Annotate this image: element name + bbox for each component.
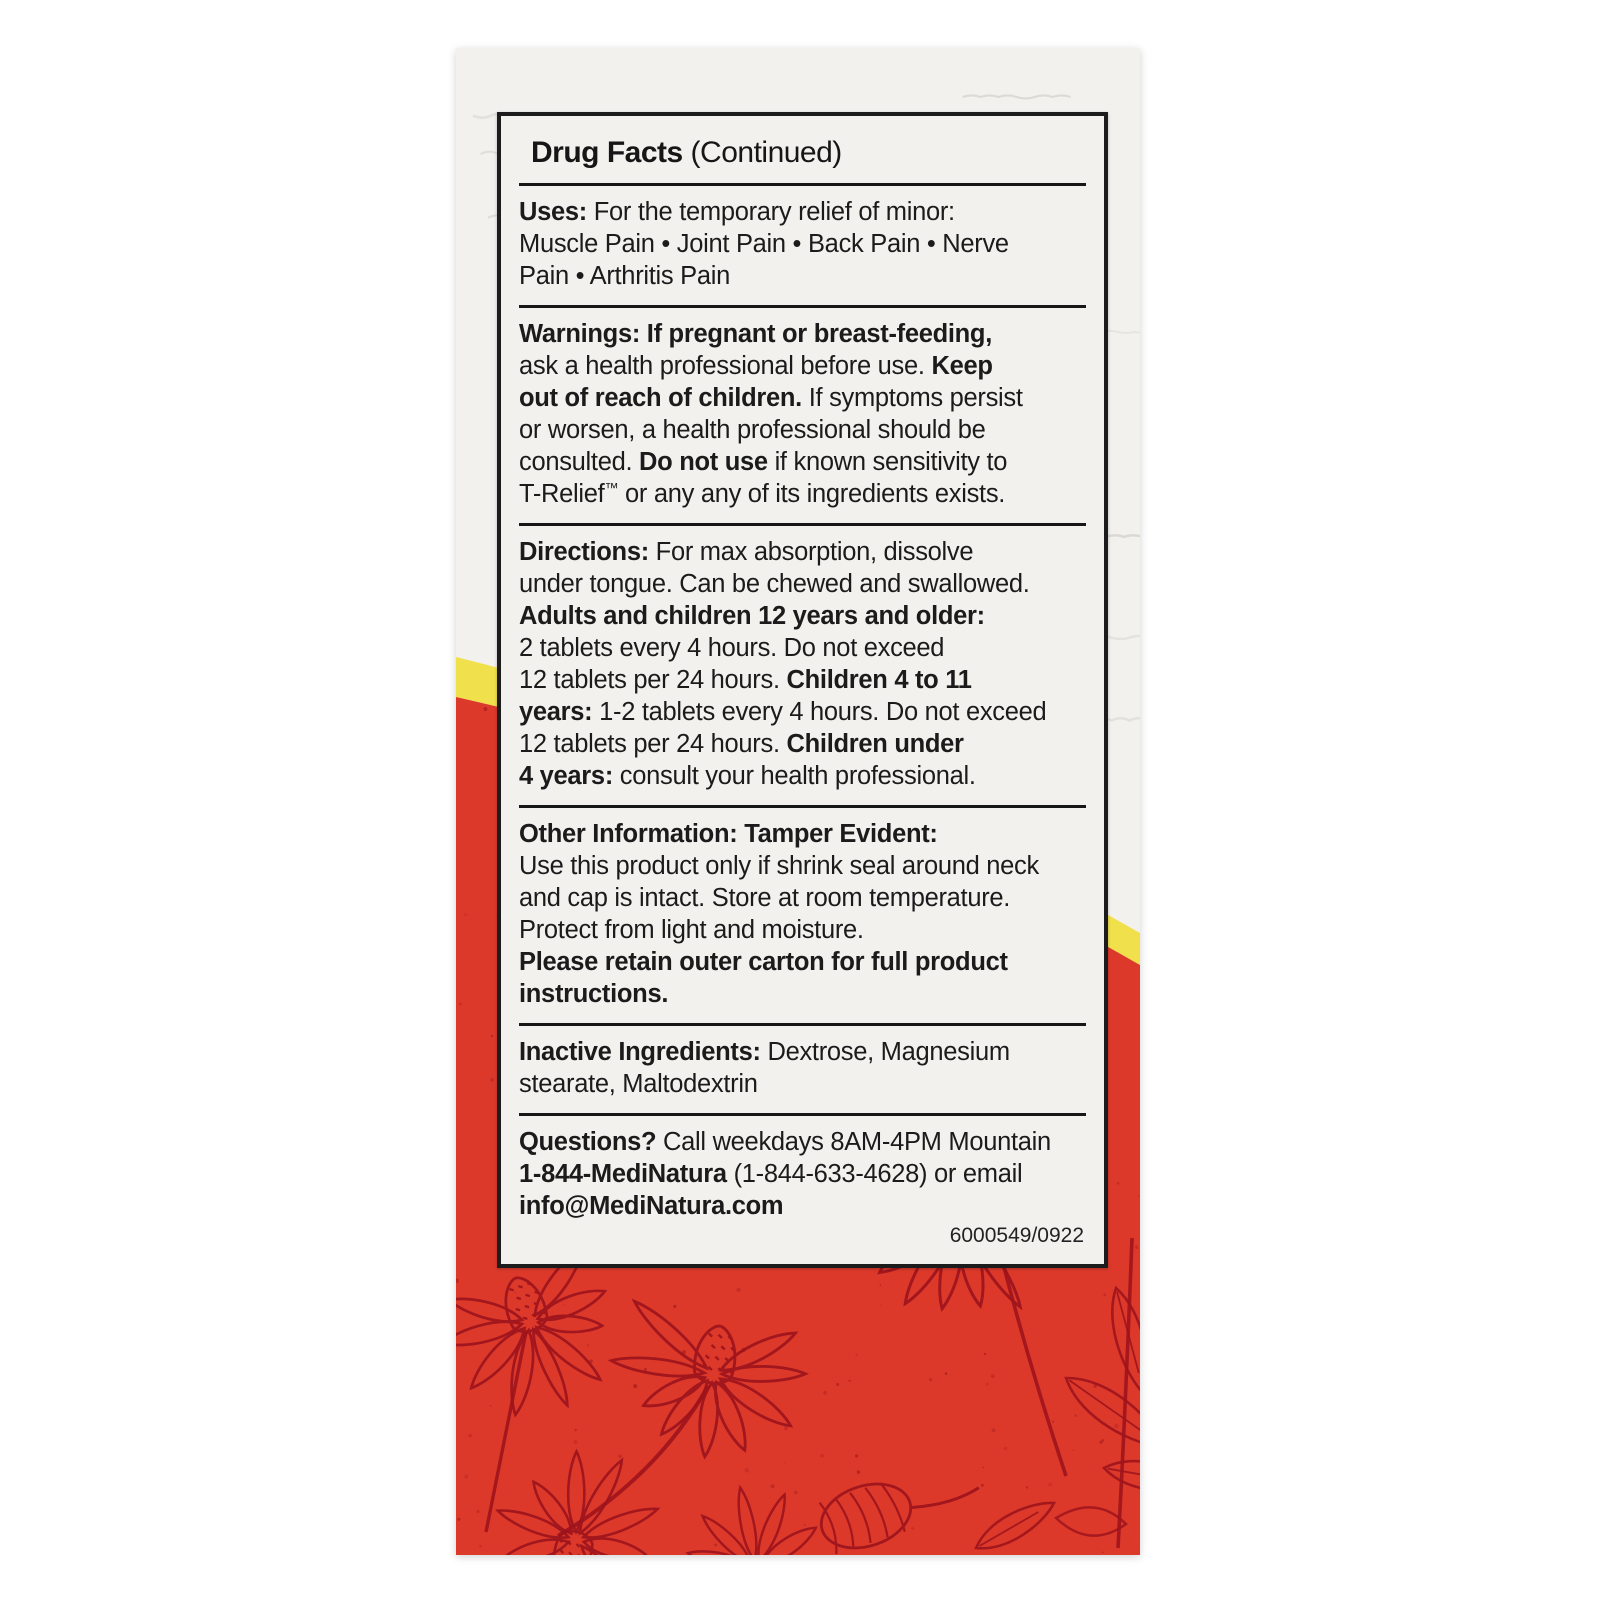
section-divider bbox=[519, 183, 1086, 186]
text-line: 12 tablets per 24 hours. Children under bbox=[519, 730, 964, 758]
section-directions bbox=[519, 536, 1088, 792]
text-line: Other Information: Tamper Evident: bbox=[519, 820, 938, 848]
text-line: Inactive Ingredients: Dextrose, Magnesium bbox=[519, 1038, 1010, 1066]
section-divider bbox=[519, 305, 1086, 308]
section-questions bbox=[519, 1126, 1088, 1222]
text-line: Uses: For the temporary relief of minor: bbox=[519, 198, 955, 226]
text-line: 12 tablets per 24 hours. Children 4 to 11 bbox=[519, 666, 972, 694]
section-divider bbox=[519, 523, 1086, 526]
text-line: 1-844-MediNatura (1-844-633-4628) or email bbox=[519, 1160, 1023, 1188]
text-line: years: 1-2 tablets every 4 hours. Do not exceed bbox=[519, 698, 1047, 726]
text-line: 2 tablets every 4 hours. Do not exceed bbox=[519, 634, 945, 662]
section-inactive-ingredients bbox=[519, 1036, 1088, 1100]
text-line: Muscle Pain • Joint Pain • Back Pain • Nerve bbox=[519, 230, 1009, 258]
section-divider bbox=[519, 805, 1086, 808]
text-line: Use this product only if shrink seal around neck bbox=[519, 852, 1039, 880]
text-line: instructions. bbox=[519, 980, 669, 1008]
text-line: stearate, Maltodextrin bbox=[519, 1070, 758, 1098]
drug-facts-sections bbox=[517, 183, 1088, 1222]
section-warnings bbox=[519, 318, 1088, 510]
text-line: 4 years: consult your health professional. bbox=[519, 762, 976, 790]
text-line: T-Relief™ or any any of its ingredients exists. bbox=[519, 479, 1006, 508]
section-uses bbox=[519, 196, 1088, 292]
text-line: Warnings: If pregnant or breast-feeding, bbox=[519, 320, 992, 348]
section-other-information bbox=[519, 818, 1088, 1010]
text-line: Please retain outer carton for full product bbox=[519, 948, 1008, 976]
product-box-side-panel bbox=[456, 48, 1140, 1555]
section-divider bbox=[519, 1113, 1086, 1116]
drug-facts-title-continued: (Continued) bbox=[682, 136, 842, 169]
text-line: Adults and children 12 years and older: bbox=[519, 602, 985, 630]
drug-facts-box bbox=[497, 112, 1108, 1268]
text-line: out of reach of children. If symptoms persist bbox=[519, 384, 1023, 412]
text-line: ask a health professional before use. Keep bbox=[519, 352, 993, 380]
text-line: info@MediNatura.com bbox=[519, 1192, 784, 1220]
text-line: consulted. Do not use if known sensitivity to bbox=[519, 448, 1008, 476]
text-line: and cap is intact. Store at room temperature. bbox=[519, 884, 1011, 912]
text-line: Questions? Call weekdays 8AM-4PM Mountain bbox=[519, 1128, 1051, 1156]
text-line: or worsen, a health professional should be bbox=[519, 416, 986, 444]
text-line: under tongue. Can be chewed and swallowed. bbox=[519, 570, 1030, 598]
section-divider bbox=[519, 1023, 1086, 1026]
text-line: Protect from light and moisture. bbox=[519, 916, 864, 944]
drug-facts-title bbox=[531, 136, 1088, 170]
drug-facts-title-bold: Drug Facts bbox=[531, 136, 683, 169]
text-line: Directions: For max absorption, dissolve bbox=[519, 538, 974, 566]
text-line: Pain • Arthritis Pain bbox=[519, 262, 730, 290]
lot-code: 6000549/0922 bbox=[949, 1224, 1084, 1247]
